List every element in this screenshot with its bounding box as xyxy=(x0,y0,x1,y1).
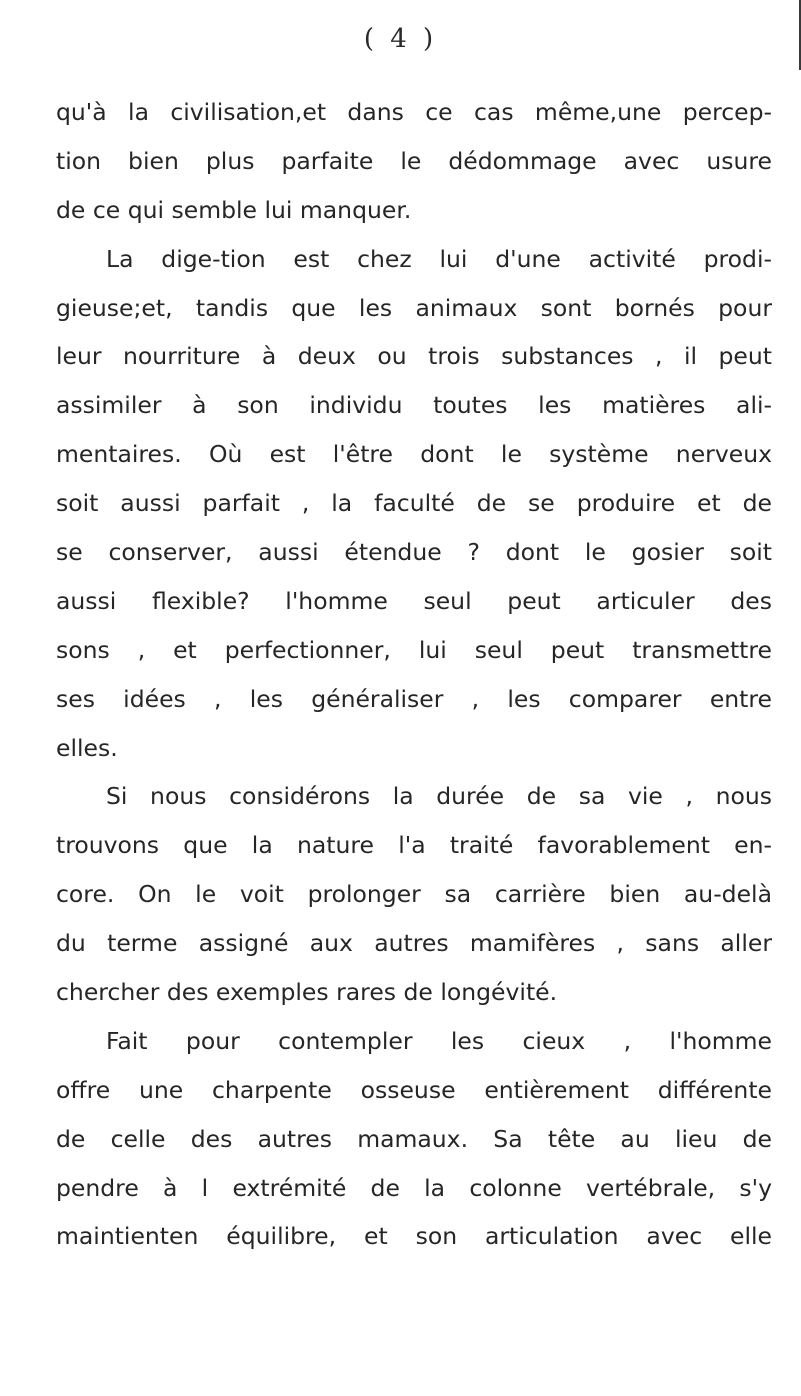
text-line: leur nourriture à deux ou trois substances , il peut xyxy=(56,342,772,371)
text-line: maintienten équilibre, et son articulation avec elle xyxy=(56,1222,772,1251)
text-line: chercher des exemples rares de longévité. xyxy=(56,978,558,1007)
page-number: ( 4 ) xyxy=(363,24,438,54)
text-line: qu'à la civilisation,et dans ce cas même,une percep- xyxy=(56,98,772,126)
text-line: de ce qui semble lui manquer. xyxy=(56,195,412,224)
text-line: gieuse;et, tandis que les animaux sont bornés pour xyxy=(56,293,772,322)
paragraph-start-line: Fait pour contempler les cieux , l'homme xyxy=(106,1026,772,1055)
text-line: offre une charpente osseuse entièrement différente xyxy=(56,1075,772,1104)
text-line: ses idées , les généraliser , les comparer entre xyxy=(56,684,772,713)
paragraph-start-line: La dige-tion est chez lui d'une activité prodi- xyxy=(106,244,772,273)
text-line: trouvons que la nature l'a traité favorablement en- xyxy=(56,831,772,860)
text-line: aussi flexible? l'homme seul peut articuler des xyxy=(56,586,772,615)
text-line: pendre à l extrémité de la colonne vertébrale, s'y xyxy=(56,1173,772,1202)
text-line: se conserver, aussi étendue ? dont le gosier soit xyxy=(56,538,772,567)
text-line: sons , et perfectionner, lui seul peut transmettre xyxy=(56,635,772,664)
text-line: du terme assigné aux autres mamifères , sans aller xyxy=(56,929,772,958)
text-line: mentaires. Où est l'être dont le système nerveux xyxy=(56,440,772,469)
text-line: soit aussi parfait , la faculté de se produire et de xyxy=(56,489,772,518)
text-line: de celle des autres mamaux. Sa tête au lieu de xyxy=(56,1124,772,1153)
body-text xyxy=(56,88,772,1261)
text-line: assimiler à son individu toutes les matières ali- xyxy=(56,391,772,420)
text-line: core. On le voit prolonger sa carrière bien au-delà xyxy=(56,880,772,909)
text-line: tion bien plus parfaite le dédommage avec usure xyxy=(56,146,772,175)
text-line: elles. xyxy=(56,733,118,762)
paragraph-start-line: Si nous considérons la durée de sa vie , nous xyxy=(106,782,772,811)
